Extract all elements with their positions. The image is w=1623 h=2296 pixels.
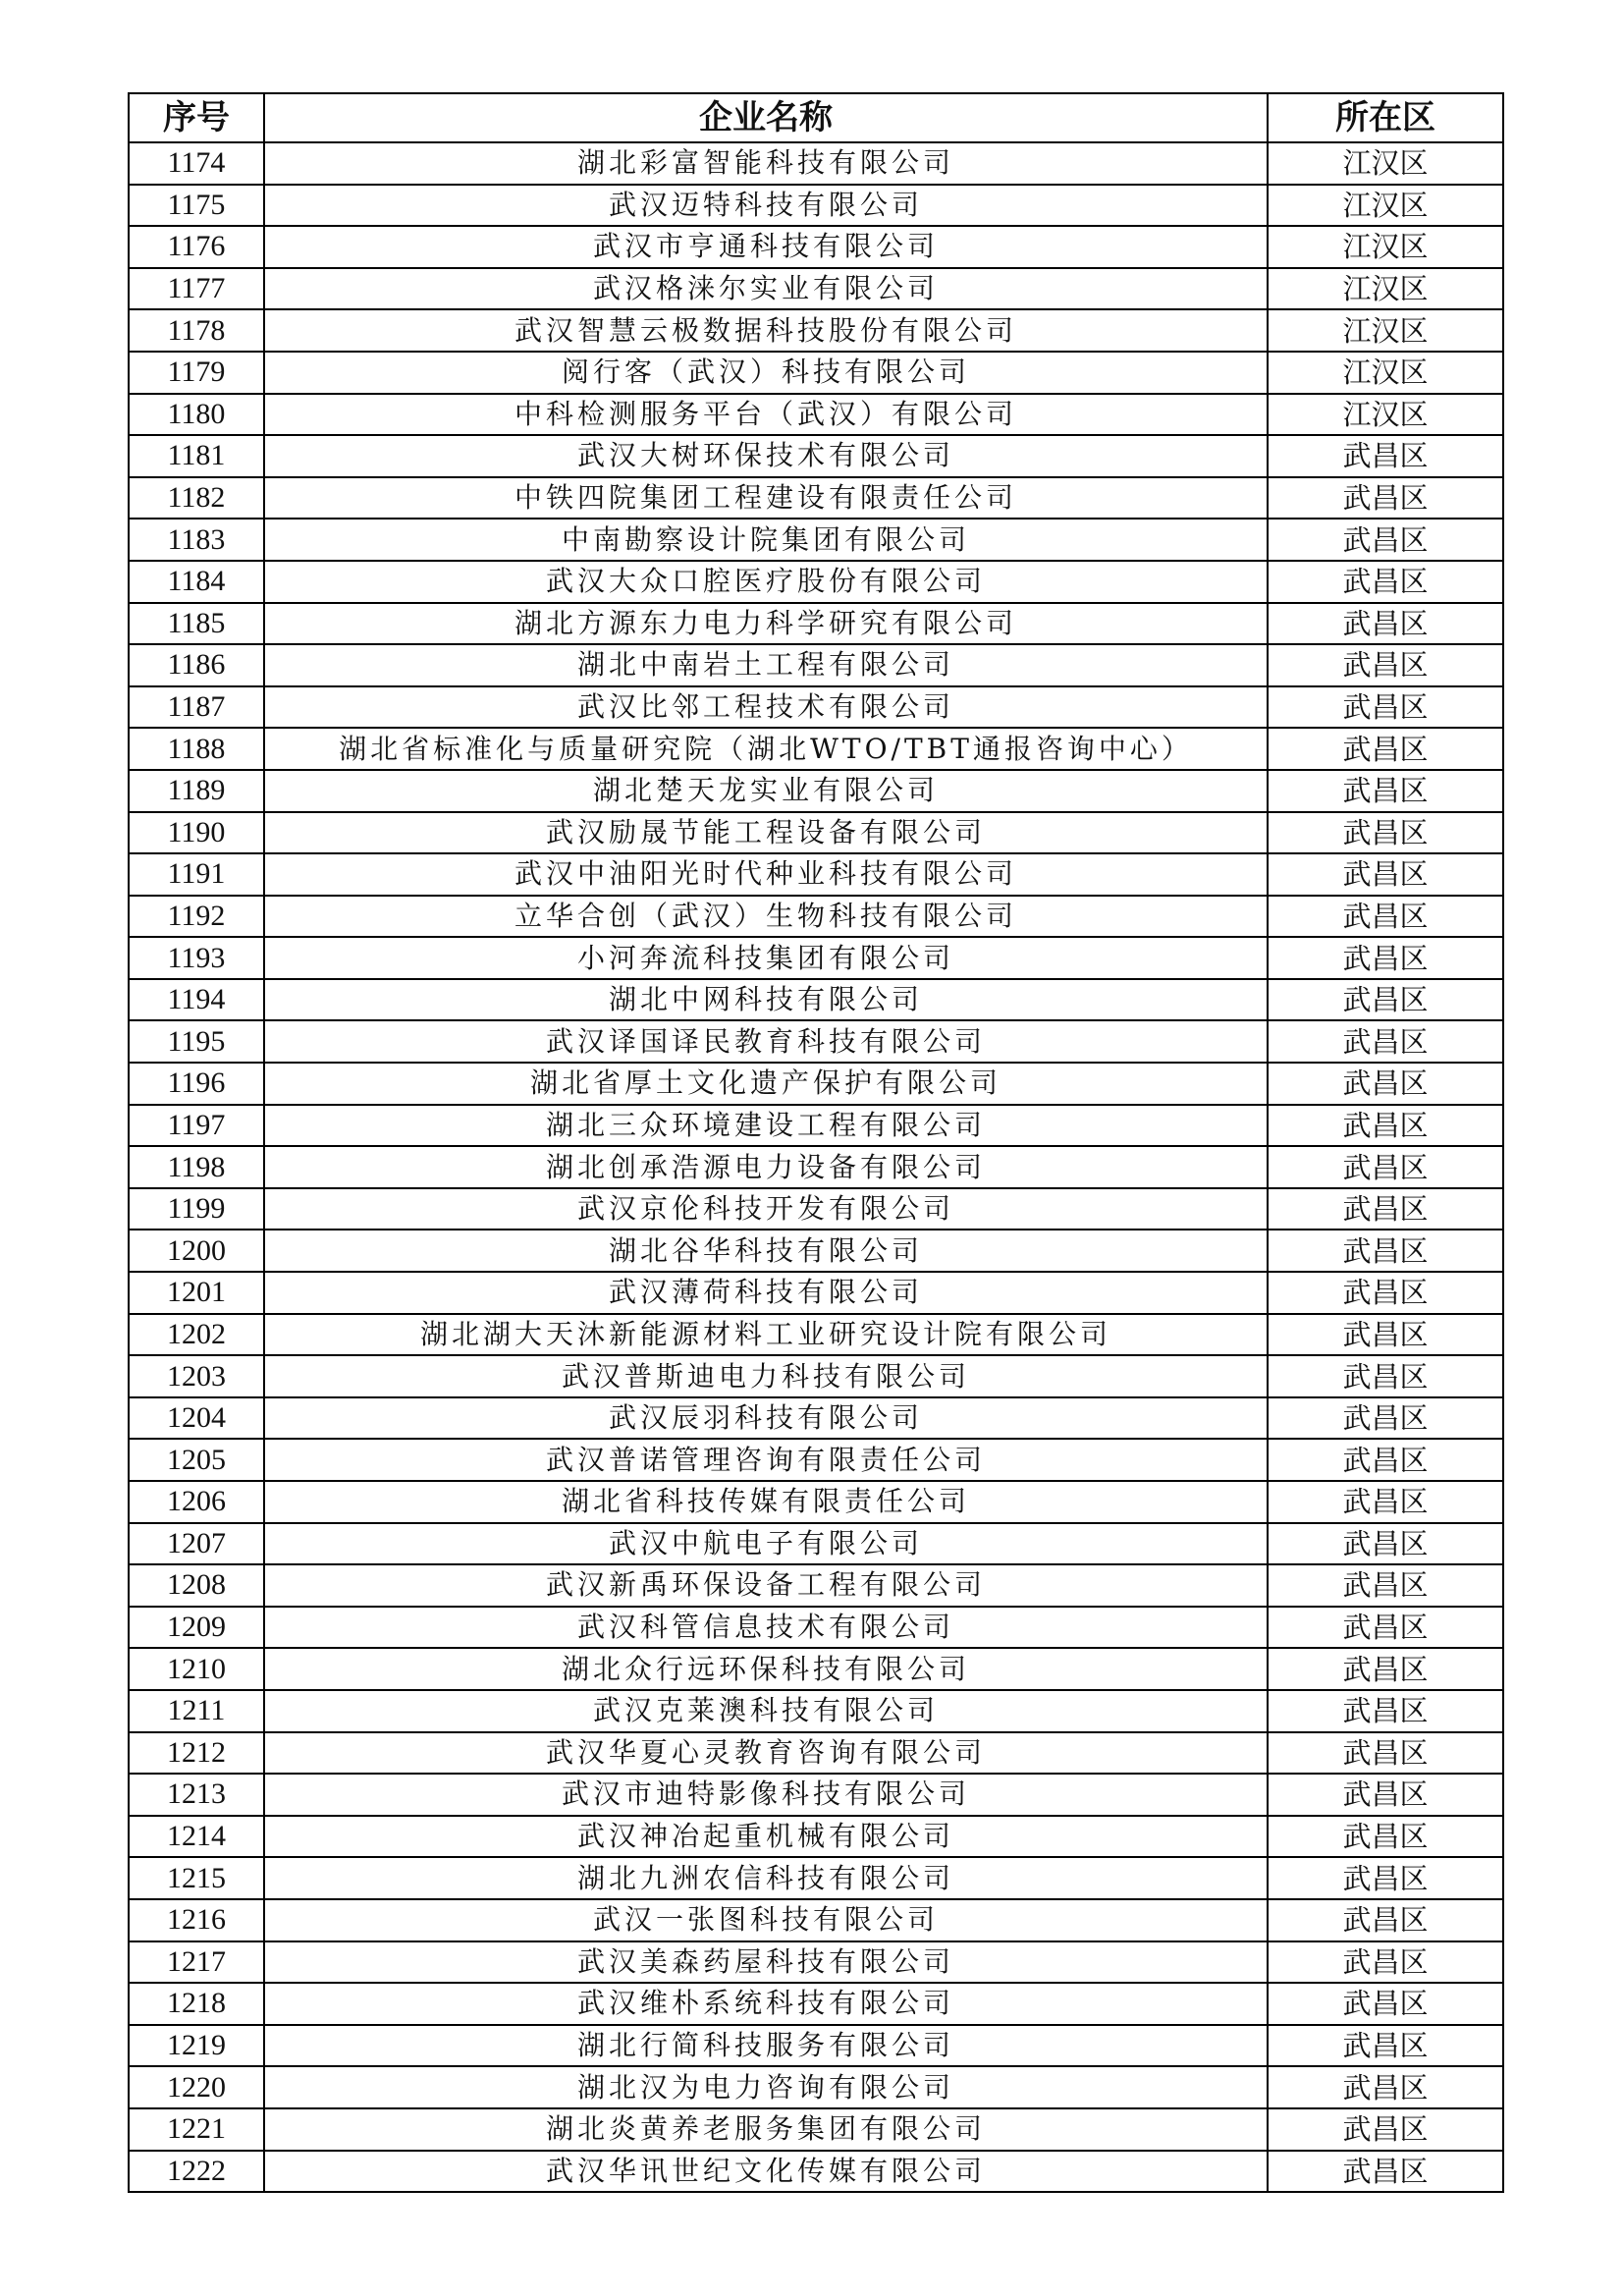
table-row — [129, 352, 1503, 394]
table-row — [129, 1523, 1503, 1565]
table-row — [129, 1105, 1503, 1147]
table-row — [129, 1607, 1503, 1649]
row-district: 武昌区 — [1268, 1899, 1503, 1941]
row-district: 武昌区 — [1268, 770, 1503, 812]
table-row — [129, 1020, 1503, 1063]
row-company-name: 湖北中南岩土工程有限公司 — [264, 644, 1268, 686]
row-company-name: 武汉中油阳光时代种业科技有限公司 — [264, 853, 1268, 896]
table-row — [129, 603, 1503, 645]
row-district: 武昌区 — [1268, 937, 1503, 979]
table-row — [129, 1732, 1503, 1775]
header-seq: 序号 — [129, 93, 264, 142]
row-seq: 1181 — [129, 435, 264, 477]
row-seq: 1194 — [129, 979, 264, 1021]
row-company-name: 武汉大树环保技术有限公司 — [264, 435, 1268, 477]
row-seq: 1174 — [129, 142, 264, 185]
table-row — [129, 226, 1503, 268]
row-seq: 1200 — [129, 1230, 264, 1272]
row-company-name: 武汉译国译民教育科技有限公司 — [264, 1020, 1268, 1063]
row-company-name: 武汉维朴系统科技有限公司 — [264, 1983, 1268, 2025]
row-seq: 1186 — [129, 644, 264, 686]
row-seq: 1210 — [129, 1648, 264, 1690]
table-row — [129, 1941, 1503, 1984]
row-company-name: 湖北省标准化与质量研究院（湖北WTO/TBT通报咨询中心） — [264, 728, 1268, 770]
row-district: 武昌区 — [1268, 853, 1503, 896]
row-district: 武昌区 — [1268, 2108, 1503, 2151]
row-district: 江汉区 — [1268, 352, 1503, 394]
row-seq: 1209 — [129, 1607, 264, 1649]
table-row — [129, 1272, 1503, 1314]
row-seq: 1191 — [129, 853, 264, 896]
row-company-name: 武汉市亨通科技有限公司 — [264, 226, 1268, 268]
row-district: 武昌区 — [1268, 1732, 1503, 1775]
table-row — [129, 561, 1503, 603]
table-row — [129, 1188, 1503, 1230]
table-row — [129, 1899, 1503, 1941]
row-company-name: 湖北众行远环保科技有限公司 — [264, 1648, 1268, 1690]
row-seq: 1198 — [129, 1146, 264, 1188]
row-district: 武昌区 — [1268, 2151, 1503, 2193]
row-district: 武昌区 — [1268, 561, 1503, 603]
row-company-name: 武汉比邻工程技术有限公司 — [264, 686, 1268, 729]
row-seq: 1218 — [129, 1983, 264, 2025]
row-district: 武昌区 — [1268, 1272, 1503, 1314]
row-district: 武昌区 — [1268, 435, 1503, 477]
row-district: 武昌区 — [1268, 644, 1503, 686]
row-district: 武昌区 — [1268, 1481, 1503, 1523]
table-row — [129, 142, 1503, 185]
row-company-name: 中铁四院集团工程建设有限责任公司 — [264, 477, 1268, 519]
table-row — [129, 2108, 1503, 2151]
row-seq: 1175 — [129, 185, 264, 227]
row-seq: 1189 — [129, 770, 264, 812]
table-row — [129, 268, 1503, 310]
table-row — [129, 309, 1503, 352]
row-company-name: 武汉格涞尔实业有限公司 — [264, 268, 1268, 310]
table-row — [129, 2066, 1503, 2108]
row-company-name: 湖北中网科技有限公司 — [264, 979, 1268, 1021]
row-seq: 1208 — [129, 1564, 264, 1607]
table-row — [129, 853, 1503, 896]
row-company-name: 立华合创（武汉）生物科技有限公司 — [264, 896, 1268, 938]
row-company-name: 武汉辰羽科技有限公司 — [264, 1397, 1268, 1440]
row-district: 武昌区 — [1268, 896, 1503, 938]
table-header — [129, 93, 1503, 142]
row-company-name: 武汉励晟节能工程设备有限公司 — [264, 812, 1268, 854]
row-district: 武昌区 — [1268, 1564, 1503, 1607]
row-district: 武昌区 — [1268, 1941, 1503, 1984]
row-company-name: 武汉华夏心灵教育咨询有限公司 — [264, 1732, 1268, 1775]
row-district: 武昌区 — [1268, 1439, 1503, 1481]
row-company-name: 武汉中航电子有限公司 — [264, 1523, 1268, 1565]
row-district: 武昌区 — [1268, 1230, 1503, 1272]
row-seq: 1180 — [129, 394, 264, 436]
table-row — [129, 1397, 1503, 1440]
row-company-name: 武汉美森药屋科技有限公司 — [264, 1941, 1268, 1984]
row-seq: 1212 — [129, 1732, 264, 1775]
row-district: 武昌区 — [1268, 603, 1503, 645]
header-company-name: 企业名称 — [264, 93, 1268, 142]
row-company-name: 中南勘察设计院集团有限公司 — [264, 519, 1268, 561]
row-district: 武昌区 — [1268, 1105, 1503, 1147]
header-district: 所在区 — [1268, 93, 1503, 142]
table-row — [129, 1983, 1503, 2025]
row-seq: 1216 — [129, 1899, 264, 1941]
row-company-name: 武汉普斯迪电力科技有限公司 — [264, 1355, 1268, 1397]
row-district: 武昌区 — [1268, 1857, 1503, 1899]
row-seq: 1188 — [129, 728, 264, 770]
row-company-name: 湖北三众环境建设工程有限公司 — [264, 1105, 1268, 1147]
row-company-name: 湖北省科技传媒有限责任公司 — [264, 1481, 1268, 1523]
row-seq: 1214 — [129, 1816, 264, 1858]
row-company-name: 武汉科管信息技术有限公司 — [264, 1607, 1268, 1649]
row-district: 武昌区 — [1268, 979, 1503, 1021]
row-seq: 1195 — [129, 1020, 264, 1063]
row-company-name: 武汉一张图科技有限公司 — [264, 1899, 1268, 1941]
row-district: 武昌区 — [1268, 686, 1503, 729]
row-company-name: 武汉迈特科技有限公司 — [264, 185, 1268, 227]
table-row — [129, 1439, 1503, 1481]
row-seq: 1202 — [129, 1314, 264, 1356]
row-seq: 1178 — [129, 309, 264, 352]
row-district: 武昌区 — [1268, 1774, 1503, 1816]
row-seq: 1221 — [129, 2108, 264, 2151]
row-district: 武昌区 — [1268, 1690, 1503, 1732]
table-row — [129, 1146, 1503, 1188]
table-row — [129, 1355, 1503, 1397]
row-district: 武昌区 — [1268, 1648, 1503, 1690]
table-row — [129, 477, 1503, 519]
row-district: 武昌区 — [1268, 1523, 1503, 1565]
header-row — [129, 93, 1503, 142]
row-seq: 1215 — [129, 1857, 264, 1899]
row-company-name: 湖北谷华科技有限公司 — [264, 1230, 1268, 1272]
row-district: 武昌区 — [1268, 1314, 1503, 1356]
table-row — [129, 1816, 1503, 1858]
row-company-name: 湖北方源东力电力科学研究有限公司 — [264, 603, 1268, 645]
row-seq: 1193 — [129, 937, 264, 979]
row-seq: 1217 — [129, 1941, 264, 1984]
row-district: 武昌区 — [1268, 1397, 1503, 1440]
row-seq: 1211 — [129, 1690, 264, 1732]
row-company-name: 武汉智慧云极数据科技股份有限公司 — [264, 309, 1268, 352]
row-company-name: 武汉神冶起重机械有限公司 — [264, 1816, 1268, 1858]
row-district: 江汉区 — [1268, 309, 1503, 352]
table-row — [129, 2151, 1503, 2193]
row-company-name: 湖北行简科技服务有限公司 — [264, 2025, 1268, 2067]
table-row — [129, 1857, 1503, 1899]
table-row — [129, 394, 1503, 436]
table-row — [129, 686, 1503, 729]
row-seq: 1220 — [129, 2066, 264, 2108]
row-district: 武昌区 — [1268, 1188, 1503, 1230]
row-seq: 1185 — [129, 603, 264, 645]
row-district: 江汉区 — [1268, 185, 1503, 227]
row-company-name: 湖北九洲农信科技有限公司 — [264, 1857, 1268, 1899]
row-seq: 1196 — [129, 1063, 264, 1105]
table-row — [129, 519, 1503, 561]
row-company-name: 湖北彩富智能科技有限公司 — [264, 142, 1268, 185]
row-seq: 1206 — [129, 1481, 264, 1523]
row-company-name: 湖北炎黄养老服务集团有限公司 — [264, 2108, 1268, 2151]
row-seq: 1177 — [129, 268, 264, 310]
row-seq: 1203 — [129, 1355, 264, 1397]
row-district: 江汉区 — [1268, 142, 1503, 185]
table-row — [129, 1314, 1503, 1356]
table-row — [129, 1774, 1503, 1816]
table-row — [129, 979, 1503, 1021]
row-company-name: 武汉克莱澳科技有限公司 — [264, 1690, 1268, 1732]
row-seq: 1205 — [129, 1439, 264, 1481]
row-district: 武昌区 — [1268, 1355, 1503, 1397]
row-seq: 1219 — [129, 2025, 264, 2067]
table-row — [129, 937, 1503, 979]
row-district: 武昌区 — [1268, 519, 1503, 561]
table-row — [129, 728, 1503, 770]
row-district: 武昌区 — [1268, 1607, 1503, 1649]
row-company-name: 武汉薄荷科技有限公司 — [264, 1272, 1268, 1314]
row-seq: 1197 — [129, 1105, 264, 1147]
row-district: 武昌区 — [1268, 2066, 1503, 2108]
row-district: 江汉区 — [1268, 226, 1503, 268]
row-district: 武昌区 — [1268, 2025, 1503, 2067]
row-district: 武昌区 — [1268, 1020, 1503, 1063]
table-row — [129, 812, 1503, 854]
row-company-name: 中科检测服务平台（武汉）有限公司 — [264, 394, 1268, 436]
row-district: 武昌区 — [1268, 477, 1503, 519]
table-row — [129, 2025, 1503, 2067]
row-company-name: 小河奔流科技集团有限公司 — [264, 937, 1268, 979]
row-company-name: 湖北汉为电力咨询有限公司 — [264, 2066, 1268, 2108]
row-seq: 1201 — [129, 1272, 264, 1314]
row-district: 江汉区 — [1268, 394, 1503, 436]
row-district: 武昌区 — [1268, 1146, 1503, 1188]
row-seq: 1204 — [129, 1397, 264, 1440]
table-row — [129, 1481, 1503, 1523]
row-seq: 1190 — [129, 812, 264, 854]
row-seq: 1213 — [129, 1774, 264, 1816]
row-seq: 1183 — [129, 519, 264, 561]
row-company-name: 湖北楚天龙实业有限公司 — [264, 770, 1268, 812]
table-row — [129, 1564, 1503, 1607]
row-company-name: 武汉市迪特影像科技有限公司 — [264, 1774, 1268, 1816]
row-company-name: 湖北省厚土文化遗产保护有限公司 — [264, 1063, 1268, 1105]
row-company-name: 湖北创承浩源电力设备有限公司 — [264, 1146, 1268, 1188]
table-row — [129, 1690, 1503, 1732]
row-district: 江汉区 — [1268, 268, 1503, 310]
row-seq: 1192 — [129, 896, 264, 938]
table-row — [129, 1063, 1503, 1105]
row-district: 武昌区 — [1268, 1983, 1503, 2025]
company-list-table — [128, 92, 1504, 2193]
table-row — [129, 1648, 1503, 1690]
row-seq: 1187 — [129, 686, 264, 729]
table-row — [129, 435, 1503, 477]
row-district: 武昌区 — [1268, 812, 1503, 854]
row-district: 武昌区 — [1268, 1063, 1503, 1105]
row-district: 武昌区 — [1268, 1816, 1503, 1858]
row-seq: 1176 — [129, 226, 264, 268]
row-seq: 1182 — [129, 477, 264, 519]
table-row — [129, 1230, 1503, 1272]
table-row — [129, 896, 1503, 938]
table-row — [129, 644, 1503, 686]
row-seq: 1179 — [129, 352, 264, 394]
row-district: 武昌区 — [1268, 728, 1503, 770]
row-seq: 1199 — [129, 1188, 264, 1230]
row-company-name: 武汉普诺管理咨询有限责任公司 — [264, 1439, 1268, 1481]
table-row — [129, 185, 1503, 227]
table-body — [129, 142, 1503, 2192]
row-seq: 1222 — [129, 2151, 264, 2193]
row-seq: 1184 — [129, 561, 264, 603]
table-row — [129, 770, 1503, 812]
row-seq: 1207 — [129, 1523, 264, 1565]
row-company-name: 湖北湖大天沐新能源材料工业研究设计院有限公司 — [264, 1314, 1268, 1356]
row-company-name: 武汉华讯世纪文化传媒有限公司 — [264, 2151, 1268, 2193]
row-company-name: 武汉大众口腔医疗股份有限公司 — [264, 561, 1268, 603]
row-company-name: 武汉京伦科技开发有限公司 — [264, 1188, 1268, 1230]
row-company-name: 武汉新禹环保设备工程有限公司 — [264, 1564, 1268, 1607]
row-company-name: 阅行客（武汉）科技有限公司 — [264, 352, 1268, 394]
